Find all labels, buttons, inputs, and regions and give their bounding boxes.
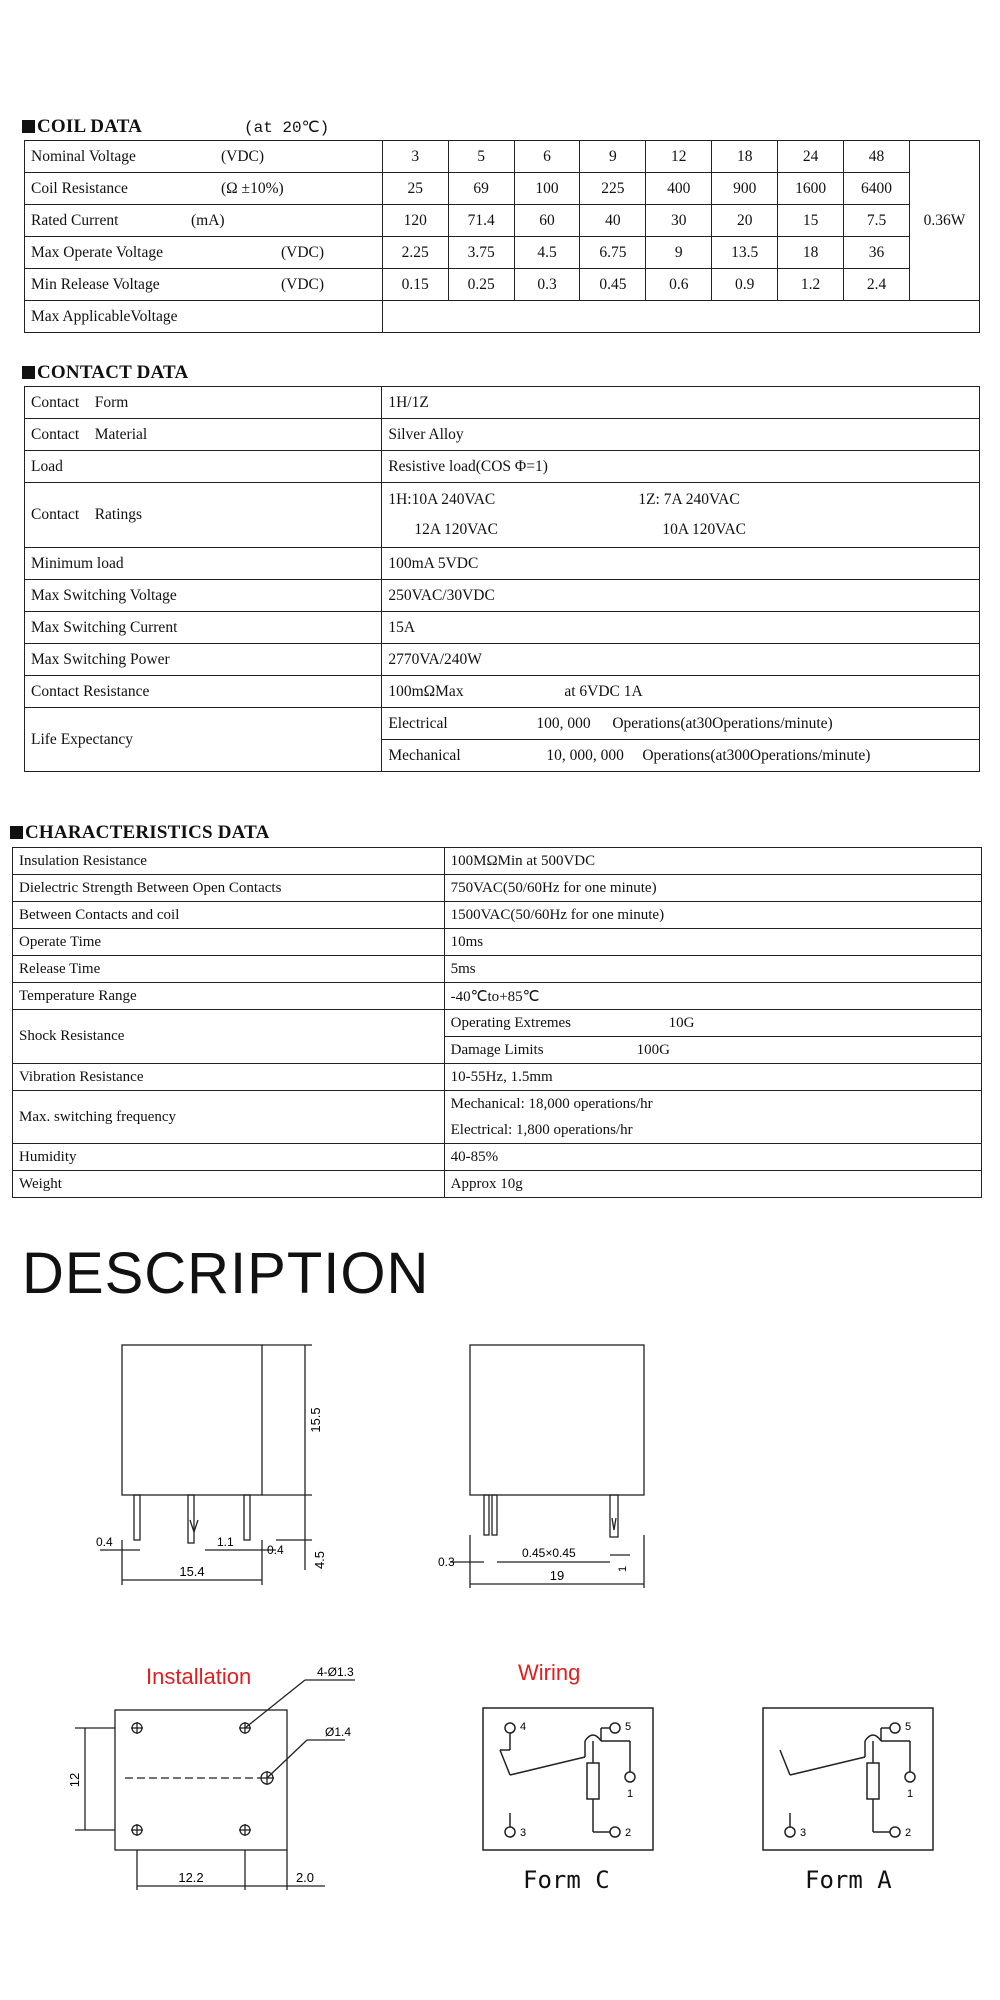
coil-cell: 900: [712, 173, 778, 205]
coil-row-max-applicable-voltage: [25, 301, 980, 333]
row-condition: at 6VDC 1A: [564, 682, 643, 700]
row-value: 10-55Hz, 1.5mm: [444, 1064, 981, 1091]
contact-data-title: CONTACT DATA: [22, 362, 188, 384]
coil-data-title: COIL DATA: [22, 116, 142, 138]
coil-cell-empty: [382, 301, 979, 333]
coil-cell: 6400: [844, 173, 910, 205]
mechanical-ops: Operations(at300Operations/minute): [642, 746, 871, 764]
coil-cell: 3.75: [448, 237, 514, 269]
pin-label: 1: [907, 1788, 914, 1800]
row-label: Nominal Voltage: [31, 147, 136, 165]
row-value: 250VAC/30VDC: [382, 580, 980, 612]
rating-1z-a: 1Z: 7A 240VAC: [638, 491, 740, 508]
shock-dmg-value: 100G: [636, 1041, 670, 1058]
row-value: 40-85%: [444, 1144, 981, 1171]
coil-cell: 0.45: [580, 269, 646, 301]
pin-label: 5: [905, 1721, 912, 1733]
coil-cell: 25: [382, 173, 448, 205]
coil-cell: 1600: [778, 173, 844, 205]
row-value: Resistive load(COS Φ=1): [382, 451, 980, 483]
coil-row-coil-resistance: [25, 173, 980, 205]
row-label: Max Switching Power: [25, 644, 382, 676]
pin-label: 2: [905, 1827, 912, 1839]
row-value: Silver Alloy: [382, 419, 980, 451]
characteristics-data-table: [12, 847, 982, 1198]
coil-cell: 0.25: [448, 269, 514, 301]
row-label: Operate Time: [13, 929, 445, 956]
row-label: Max ApplicableVoltage: [25, 301, 383, 333]
row-label: Coil Resistance: [31, 179, 128, 197]
pin-label: 4: [520, 1721, 527, 1733]
dim-pin-length: 4.5: [312, 1550, 327, 1570]
row-label: Max. switching frequency: [13, 1091, 445, 1144]
rating-1z-b: 10A 120VAC: [662, 521, 747, 538]
coil-cell: 2.25: [382, 237, 448, 269]
row-label: Shock Resistance: [13, 1010, 445, 1064]
square-bullet-icon: [10, 826, 23, 839]
install-offset-label: 2.0: [295, 1870, 315, 1885]
coil-cell: 6.75: [580, 237, 646, 269]
row-label: Max Switching Current: [25, 612, 382, 644]
form-c-label: Form C: [523, 1866, 610, 1894]
form-a-diagram: [760, 1705, 940, 1855]
coil-cell: 15: [778, 205, 844, 237]
coil-cell: 6: [514, 141, 580, 173]
dim-side-pin: 0.3: [438, 1555, 455, 1569]
coil-cell: 60: [514, 205, 580, 237]
dim-width: 15.4: [179, 1564, 205, 1579]
coil-cell: 71.4: [448, 205, 514, 237]
row-unit: (VDC): [221, 147, 265, 165]
dim-pitch: 1.1: [217, 1535, 234, 1549]
form-c-diagram: [480, 1705, 660, 1855]
coil-cell: 225: [580, 173, 646, 205]
mechanical-count: 10, 000, 000: [546, 746, 624, 764]
pin-circle: [785, 1827, 795, 1837]
coil-symbol: [587, 1763, 599, 1799]
coil-cell: 0.3: [514, 269, 580, 301]
coil-cell: 40: [580, 205, 646, 237]
description-heading: DESCRIPTION: [22, 1241, 430, 1306]
pin-circle: [505, 1723, 515, 1733]
row-label: Life Expectancy: [25, 708, 382, 772]
pin-label: 5: [625, 1721, 632, 1733]
shock-dmg-label: Damage Limits: [450, 1041, 544, 1058]
coil-cell: 24: [778, 141, 844, 173]
contact-data-table: [24, 386, 980, 772]
row-label: Max Operate Voltage: [31, 243, 163, 261]
coil-data-table: [24, 140, 980, 333]
contact-ratings-cell: [382, 483, 980, 548]
form-a-label: Form A: [805, 1866, 892, 1894]
pin-label: 3: [520, 1827, 527, 1839]
coil-cell: 1.2: [778, 269, 844, 301]
row-value: 100MΩMin at 500VDC: [444, 848, 981, 875]
coil-row-min-release-voltage: [25, 269, 980, 301]
row-label: Min Release Voltage: [31, 275, 160, 293]
dim-side-pin-sec: 0.45×0.45: [522, 1546, 576, 1560]
row-label: Release Time: [13, 956, 445, 983]
characteristics-data-title: CHARACTERISTICS DATA: [10, 822, 270, 844]
installation-drawing: [55, 1660, 375, 1910]
hole-1-label: Ø1.4: [325, 1725, 352, 1739]
pin-circle: [890, 1827, 900, 1837]
electrical-ops: Operations(at30Operations/minute): [612, 714, 833, 732]
install-height-label: 12: [67, 1772, 82, 1788]
row-value: 100mΩMax: [388, 682, 464, 700]
pin-circle: [890, 1723, 900, 1733]
coil-cell: 5: [448, 141, 514, 173]
shock-op-value: 10G: [668, 1014, 695, 1031]
coil-cell: 30: [646, 205, 712, 237]
row-value: Electrical: 1,800 operations/hr: [444, 1117, 981, 1144]
shock-op-label: Operating Extremes: [450, 1014, 572, 1031]
coil-cell: 7.5: [844, 205, 910, 237]
dim-height: 15.5: [308, 1407, 323, 1433]
square-bullet-icon: [22, 366, 35, 379]
row-value: Mechanical: 18,000 operations/hr: [444, 1091, 981, 1118]
row-unit: (VDC): [281, 275, 325, 293]
coil-cell: 0.15: [382, 269, 448, 301]
coil-row-nominal-voltage: [25, 141, 980, 173]
pin-circle: [625, 1772, 635, 1782]
row-label: Vibration Resistance: [13, 1064, 445, 1091]
coil-cell: 12: [646, 141, 712, 173]
pin-circle: [610, 1723, 620, 1733]
row-value: 2770VA/240W: [382, 644, 980, 676]
row-value: 750VAC(50/60Hz for one minute): [444, 875, 981, 902]
square-bullet-icon: [22, 120, 35, 133]
dim-pin: 0.4: [96, 1535, 113, 1549]
coil-cell: 69: [448, 173, 514, 205]
row-value: 10ms: [444, 929, 981, 956]
dim-side-width: 19: [549, 1568, 565, 1583]
coil-data-note: (at 20℃): [244, 119, 330, 137]
coil-cell: 48: [844, 141, 910, 173]
side-view-drawing: [430, 1340, 660, 1600]
relay-side-outline: [470, 1345, 644, 1495]
row-label: Minimum load: [25, 548, 382, 580]
row-value: 5ms: [444, 956, 981, 983]
coil-cell: 18: [778, 237, 844, 269]
row-label: Weight: [13, 1171, 445, 1198]
relay-body-outline: [122, 1345, 262, 1495]
pin-circle: [610, 1827, 620, 1837]
coil-cell: 100: [514, 173, 580, 205]
row-label: Insulation Resistance: [13, 848, 445, 875]
row-label: Contact Form: [25, 387, 382, 419]
coil-cell: 36: [844, 237, 910, 269]
electrical-count: 100, 000: [536, 714, 591, 732]
rating-1h-b: 12A 120VAC: [414, 521, 499, 538]
coil-cell: 0.6: [646, 269, 712, 301]
pin-label: 1: [627, 1788, 634, 1800]
row-value: 1500VAC(50/60Hz for one minute): [444, 902, 981, 929]
pin-label: 2: [625, 1827, 632, 1839]
coil-cell: 9: [580, 141, 646, 173]
row-label: Contact Resistance: [25, 676, 382, 708]
coil-power-cell: 0.36W: [909, 141, 979, 301]
coil-cell: 3: [382, 141, 448, 173]
coil-symbol: [867, 1763, 879, 1799]
pin-circle: [905, 1772, 915, 1782]
coil-cell: 20: [712, 205, 778, 237]
row-unit: (Ω ±10%): [221, 179, 284, 197]
row-label: Load: [25, 451, 382, 483]
coil-cell: 2.4: [844, 269, 910, 301]
coil-cell: 4.5: [514, 237, 580, 269]
electrical-label: Electrical: [388, 714, 448, 732]
pin-circle: [505, 1827, 515, 1837]
holes-4-label: 4-Ø1.3: [317, 1665, 354, 1679]
row-label: Between Contacts and coil: [13, 902, 445, 929]
coil-cell: 400: [646, 173, 712, 205]
coil-cell: 18: [712, 141, 778, 173]
row-label: Temperature Range: [13, 983, 445, 1010]
row-unit: (VDC): [281, 243, 325, 261]
row-label: Max Switching Voltage: [25, 580, 382, 612]
row-value: 100mA 5VDC: [382, 548, 980, 580]
dim-pin2: 0.4: [267, 1543, 284, 1557]
row-value: 1H/1Z: [382, 387, 980, 419]
coil-cell: 120: [382, 205, 448, 237]
row-label: Contact Ratings: [25, 483, 382, 548]
installation-label: Installation: [146, 1664, 252, 1689]
coil-cell: 0.9: [712, 269, 778, 301]
coil-row-rated-current: [25, 205, 980, 237]
row-label: Contact Material: [25, 419, 382, 451]
rating-1h-a: 1H:10A 240VAC: [388, 491, 496, 508]
coil-row-max-operate-voltage: [25, 237, 980, 269]
row-label: Humidity: [13, 1144, 445, 1171]
row-label: Rated Current: [31, 211, 119, 229]
dim-side-pin-width: 1: [617, 1565, 629, 1572]
coil-cell: 9: [646, 237, 712, 269]
row-value: 15A: [382, 612, 980, 644]
wiring-label: Wiring: [518, 1660, 581, 1685]
front-view-drawing: [80, 1340, 340, 1600]
row-unit: (mA): [191, 211, 225, 229]
pin-label: 3: [800, 1827, 807, 1839]
install-width-label: 12.2: [178, 1870, 204, 1885]
row-value: -40℃to+85℃: [444, 983, 981, 1010]
row-label: Dielectric Strength Between Open Contacts: [13, 875, 445, 902]
row-value: Approx 10g: [444, 1171, 981, 1198]
coil-cell: 13.5: [712, 237, 778, 269]
mechanical-label: Mechanical: [388, 746, 461, 764]
